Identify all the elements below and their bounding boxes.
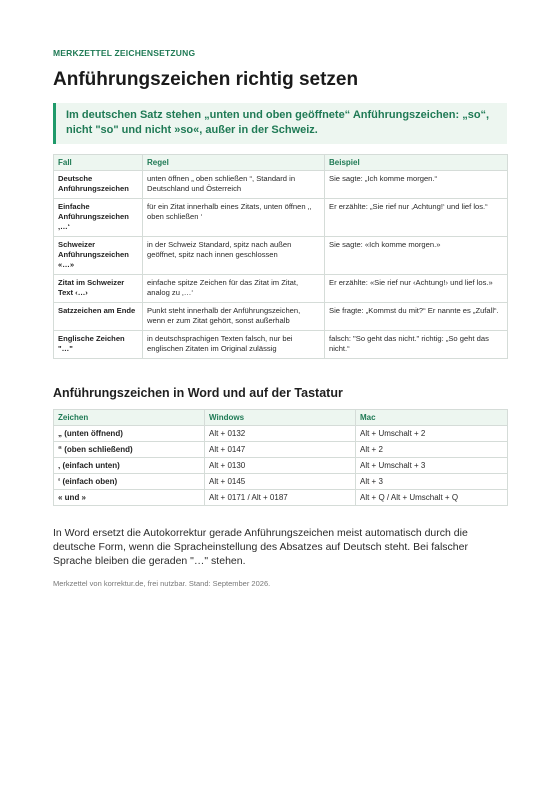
table-cell: Alt + Q / Alt + Umschalt + Q xyxy=(356,490,508,506)
table-cell: ‚ (einfach unten) xyxy=(54,458,205,474)
table-cell: Alt + Umschalt + 3 xyxy=(356,458,508,474)
table-row xyxy=(54,490,508,506)
table-cell: Deutsche Anführungszeichen xyxy=(54,171,143,199)
table-row xyxy=(54,199,508,237)
table-cell: ‘ (einfach oben) xyxy=(54,474,205,490)
table-cell: für ein Zitat innerhalb eines Zitats, unten öffnen ‚, oben schließen ‘ xyxy=(143,199,325,237)
table-cell: « und » xyxy=(54,490,205,506)
table-cell: Er erzählte: „Sie rief nur ‚Achtung!‘ und lief los.“ xyxy=(325,199,508,237)
table-row xyxy=(54,275,508,303)
column-header-beispiel: Beispiel xyxy=(325,155,508,171)
table-cell: Sie fragte: „Kommst du mit?“ Er nannte es „Zufall“. xyxy=(325,303,508,331)
table-cell: in der Schweiz Standard, spitz nach außen geöffnet, spitz nach innen geschlossen xyxy=(143,237,325,275)
column-header-fall: Fall xyxy=(54,155,143,171)
table-cell: Alt + 3 xyxy=(356,474,508,490)
table-cell: Alt + 0132 xyxy=(205,426,356,442)
table-cell: einfache spitze Zeichen für das Zitat im Zitat, analog zu ‚…‘ xyxy=(143,275,325,303)
table-row xyxy=(54,426,508,442)
table-cell: „ (unten öffnend) xyxy=(54,426,205,442)
table-cell: unten öffnen „ oben schließen “, Standard in Deutschland und Österreich xyxy=(143,171,325,199)
table-cell: Alt + 0145 xyxy=(205,474,356,490)
table-row xyxy=(54,474,508,490)
table-cell: Er erzählte: «Sie rief nur ‹Achtung!› und lief los.» xyxy=(325,275,508,303)
table-cell: Alt + 2 xyxy=(356,442,508,458)
table-cell: Zitat im Schweizer Text ‹…› xyxy=(54,275,143,303)
keyboard-table xyxy=(53,409,508,506)
table-row xyxy=(54,331,508,359)
table-cell: Englische Zeichen "…" xyxy=(54,331,143,359)
footer-text: Merkzettel von korrektur.de, frei nutzbar. Stand: September 2026. xyxy=(53,578,271,588)
column-header-mac: Mac xyxy=(356,410,508,426)
table-row xyxy=(54,303,508,331)
table-cell: Alt + 0171 / Alt + 0187 xyxy=(205,490,356,506)
kicker-label: MERKZETTEL ZEICHENSETZUNG xyxy=(53,48,196,58)
rules-table xyxy=(53,154,508,359)
cheat-sheet-page xyxy=(53,48,507,595)
table-row xyxy=(54,458,508,474)
table-cell: Schweizer Anführungszeichen «…» xyxy=(54,237,143,275)
table-cell: Satzzeichen am Ende xyxy=(54,303,143,331)
table-cell: Sie sagte: „Ich komme morgen.“ xyxy=(325,171,508,199)
rules-table-header xyxy=(54,155,508,171)
page-title: Anführungszeichen richtig setzen xyxy=(53,69,359,90)
column-header-regel: Regel xyxy=(143,155,325,171)
column-header-zeichen: Zeichen xyxy=(54,410,205,426)
word-autocorrect-note: In Word ersetzt die Autokorrektur gerade Anführungszeichen meist automatisch durch die deutsche Form, wenn die Spracheinstellung des Absatzes auf Deutsch steht. Bei falscher Sprache bleiben die geraden "…" stehen. xyxy=(53,527,468,567)
table-cell: “ (oben schließend) xyxy=(54,442,205,458)
table-cell: Sie sagte: «Ich komme morgen.» xyxy=(325,237,508,275)
callout-box: Im deutschen Satz stehen „unten und oben geöffnete“ Anführungszeichen: „so“, nicht "so" und nicht »so«, außer in der Schweiz. xyxy=(53,103,507,144)
table-row xyxy=(54,171,508,199)
table-cell: Alt + 0147 xyxy=(205,442,356,458)
table-row xyxy=(54,442,508,458)
table-cell: Einfache Anführungszeichen ‚…‘ xyxy=(54,199,143,237)
table-row xyxy=(54,237,508,275)
section-title-keyboard: Anführungszeichen in Word und auf der Tastatur xyxy=(53,386,343,400)
table-cell: Alt + 0130 xyxy=(205,458,356,474)
table-cell: falsch: "So geht das nicht." richtig: „So geht das nicht.“ xyxy=(325,331,508,359)
column-header-windows: Windows xyxy=(205,410,356,426)
table-cell: in deutschsprachigen Texten falsch, nur bei englischen Zitaten im Original zulässig xyxy=(143,331,325,359)
table-cell: Alt + Umschalt + 2 xyxy=(356,426,508,442)
table-cell: Punkt steht innerhalb der Anführungszeichen, wenn er zum Zitat gehört, sonst außerhalb xyxy=(143,303,325,331)
keyboard-table-header xyxy=(54,410,508,426)
